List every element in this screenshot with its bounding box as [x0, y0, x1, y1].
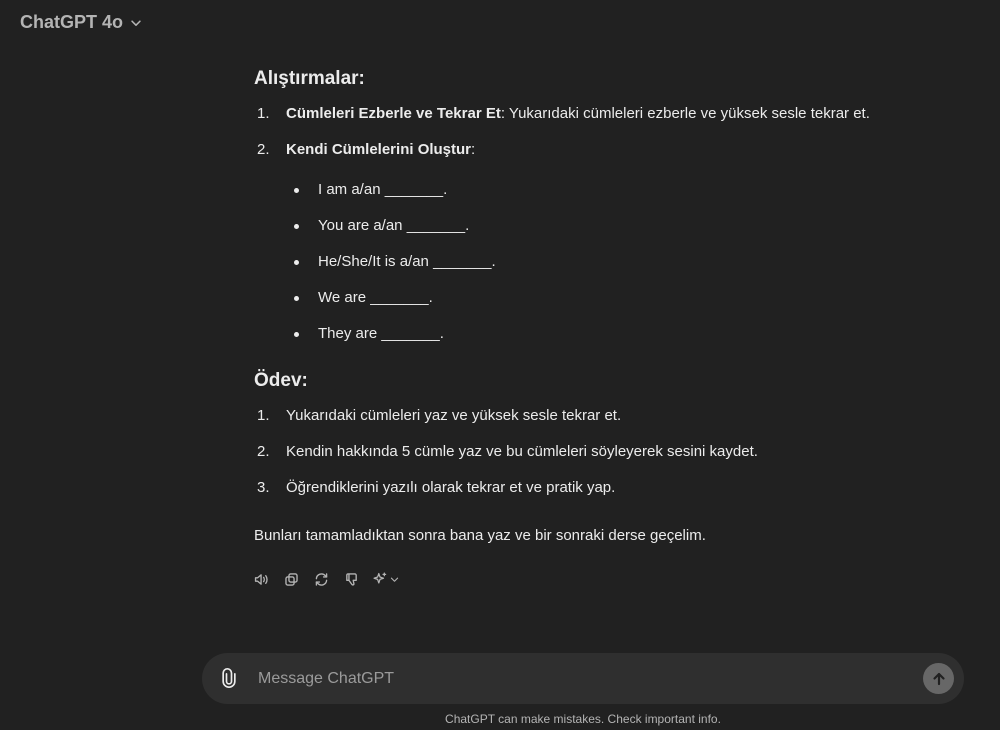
message-composer — [202, 653, 964, 704]
item-text: Yukarıdaki cümleleri yaz ve yüksek sesle tekrar et. — [286, 407, 622, 424]
item-text: Öğrendiklerini yazılı olarak tekrar et ve pratik yap. — [286, 479, 616, 496]
exercises-heading: Alıştırmalar: — [254, 68, 365, 89]
list-item — [254, 442, 934, 462]
list-number: 2. — [257, 443, 270, 460]
item-text: : — [471, 141, 476, 158]
list-item — [254, 406, 934, 426]
item-text: : Yukarıdaki cümleleri ezberle ve yüksek sesle tekrar et. — [500, 105, 870, 122]
chevron-down-icon — [129, 16, 143, 30]
list-number: 2. — [257, 141, 270, 158]
item-text: Kendin hakkında 5 cümle yaz ve bu cümleleri söyleyerek sesini kaydet. — [286, 443, 758, 460]
list-item: You are a/an _______. — [254, 216, 934, 236]
message-input[interactable] — [256, 665, 900, 693]
message-actions — [250, 568, 402, 590]
list-number: 1. — [257, 105, 270, 122]
thumbs-down-icon — [343, 571, 360, 588]
model-name: ChatGPT 4o — [20, 12, 124, 32]
list-item — [254, 140, 934, 160]
speaker-icon — [253, 571, 270, 588]
arrow-up-icon — [931, 671, 947, 687]
copy-button[interactable] — [280, 568, 302, 590]
homework-heading: Ödev: — [254, 370, 308, 391]
copy-icon — [283, 571, 300, 588]
homework-list — [254, 406, 934, 498]
regenerate-icon — [313, 571, 330, 588]
closing-text: Bunları tamamladıktan sonra bana yaz ve bir sonraki derse geçelim. — [254, 527, 706, 544]
chevron-down-icon — [389, 574, 400, 585]
list-item: I am a/an _______. — [254, 180, 934, 200]
list-item: He/She/It is a/an _______. — [254, 252, 934, 272]
item-title: Cümleleri Ezberle ve Tekrar Et — [286, 105, 501, 122]
read-aloud-button[interactable] — [250, 568, 272, 590]
bad-response-button[interactable] — [340, 568, 362, 590]
assistant-message — [254, 66, 934, 546]
attach-button[interactable] — [216, 665, 242, 691]
list-number: 3. — [257, 479, 270, 496]
paperclip-icon — [219, 668, 239, 688]
list-number: 1. — [257, 407, 270, 424]
regenerate-button[interactable] — [310, 568, 332, 590]
sentence-templates — [254, 180, 934, 344]
exercises-list — [254, 104, 934, 160]
sparkle-icon — [372, 571, 389, 588]
list-item — [254, 104, 934, 124]
list-item: They are _______. — [254, 324, 934, 344]
send-button[interactable] — [923, 663, 954, 694]
model-switcher[interactable] — [14, 8, 149, 37]
model-options-button[interactable] — [370, 568, 402, 590]
disclaimer-text: ChatGPT can make mistakes. Check important info. — [445, 712, 721, 726]
item-title: Kendi Cümlelerini Oluştur — [286, 141, 472, 158]
list-item: We are _______. — [254, 288, 934, 308]
list-item — [254, 478, 934, 498]
